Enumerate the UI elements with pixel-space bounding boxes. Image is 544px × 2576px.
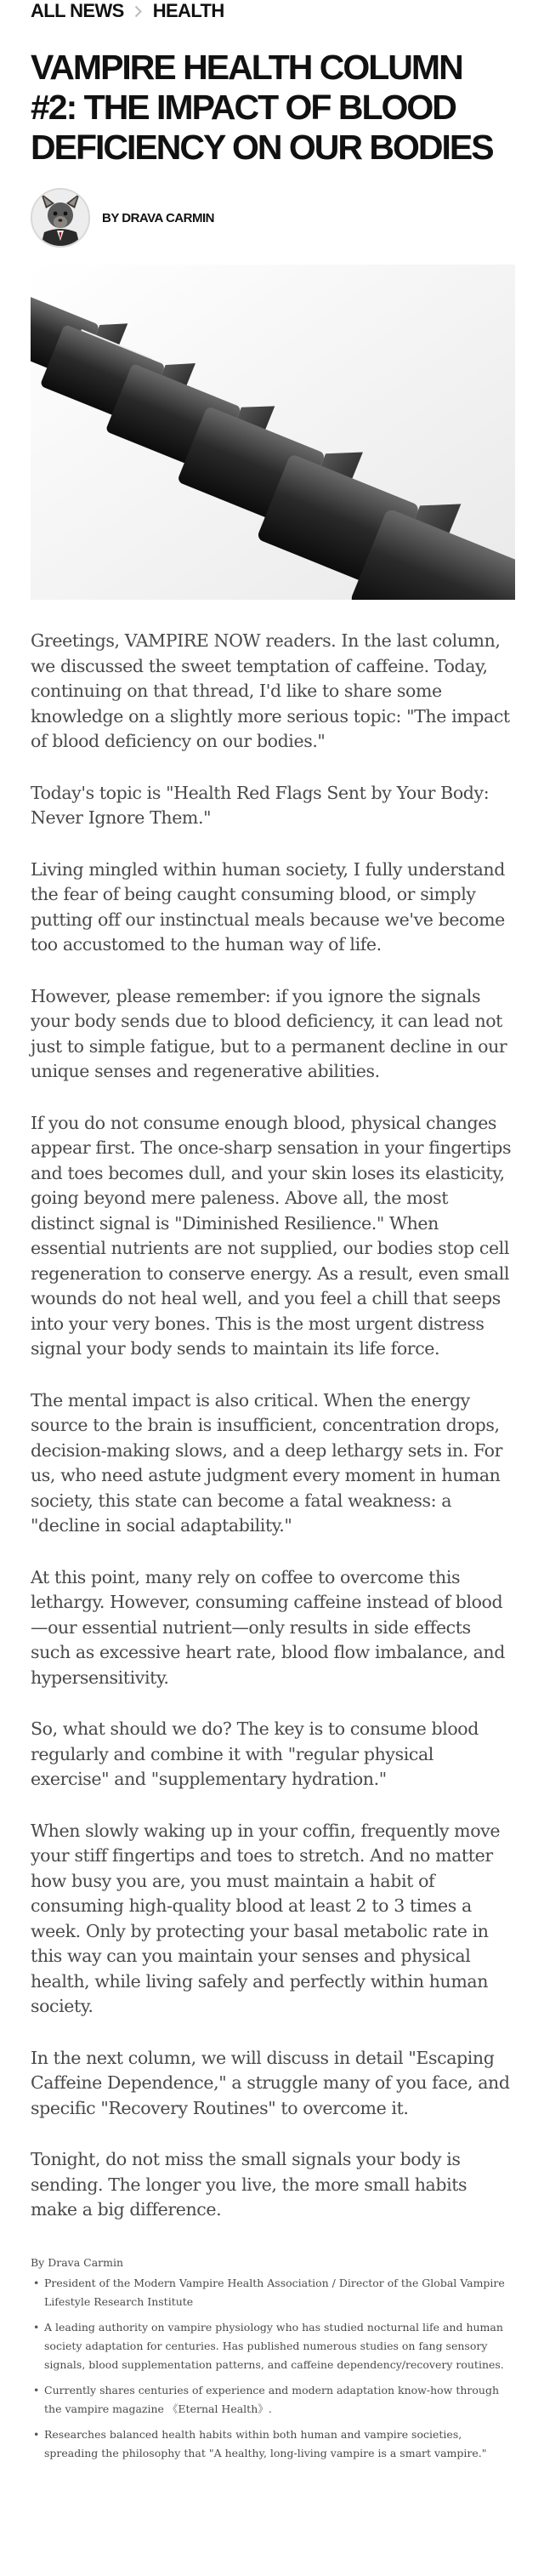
- article-paragraph: Today's topic is "Health Red Flags Sent by Your Body: Never Ignore Them.": [31, 782, 490, 828]
- bio-list: [31, 2274, 515, 2463]
- article-paragraph: In the next column, we will discuss in detail "Escaping Caffeine Dependence," a struggle many of you face, and specific "Recovery Routines" to overcome it.: [31, 2047, 510, 2118]
- article-body: [31, 629, 515, 2223]
- article-paragraph: Greetings, VAMPIRE NOW readers. In the last column, we discussed the sweet temptation of caffeine. Today, continuing on that thread, I'd like to share some knowledge on a slightly more serious topic: "The impact of blood deficiency on our bodies.": [31, 630, 510, 751]
- chevron-right-icon: [134, 4, 143, 18]
- bio-list-item: • A leading authority on vampire physiology who has studied nocturnal life and human society adaptation for centuries. Has published numerous studies on fang sensory signals, blood supplementation patterns, and caffeine dependency/recovery routines.: [31, 2318, 515, 2374]
- article-paragraph: If you do not consume enough blood, physical changes appear first. The once-sharp sensation in your fingertips and toes becomes dull, and your skin loses its elasticity, going beyond mere paleness. Above all, the most distinct signal is "Diminished Resilience." When essential nutrients are not supplied, our bodies stop cell regeneration to conserve energy. As a result, even small wounds do not heal well, and you feel a chill that seeps into your very bones. This is the most urgent distress signal your body sends to maintain its life force.: [31, 1112, 512, 1359]
- breadcrumb: [31, 0, 515, 22]
- article-paragraph: At this point, many rely on coffee to overcome this lethargy. However, consuming caffeine instead of blood—our essential nutrient—only results in side effects such as excessive heart rate, blood flow imbalance, and hypersensitivity.: [31, 1566, 505, 1688]
- article-paragraph: The mental impact is also critical. When the energy source to the brain is insufficient, concentration drops, decision-making slows, and a deep lethargy sets in. For us, who need astute judgment every moment in human society, this state can become a fatal weakness: a "decline in social adaptability.": [31, 1389, 503, 1536]
- article-title: VAMPIRE HEALTH COLUMN #2: THE IMPACT OF BLOOD DEFICIENCY ON OUR BODIES: [31, 48, 493, 167]
- breadcrumb-health-link[interactable]: HEALTH: [152, 0, 224, 21]
- bio-list-item: • Currently shares centuries of experience and modern adaptation know-how through the vampire magazine 《Eternal Health》.: [31, 2381, 515, 2419]
- article-paragraph: So, what should we do? The key is to consume blood regularly and combine it with "regular physical exercise" and "supplementary hydration.": [31, 1718, 479, 1789]
- breadcrumb-all-news-link[interactable]: ALL NEWS: [31, 0, 124, 21]
- author-bio: [31, 2254, 515, 2463]
- author-name[interactable]: BY DRAVA CARMIN: [102, 210, 214, 225]
- article-paragraph: When slowly waking up in your coffin, frequently move your stiff fingertips and toes to stretch. And no matter how busy you are, you must maintain a habit of consuming high-quality blood at least 2 to 3 times a week. Only by protecting your basal metabolic rate in this way can you maintain your senses and physical health, while living safely and perfectly within human society.: [31, 1820, 501, 2016]
- bio-list-item: • Researches balanced health habits within both human and vampire societies, spreading the philosophy that "A healthy, long-living vampire is a smart vampire.": [31, 2425, 515, 2463]
- bio-list-item: • President of the Modern Vampire Health Association / Director of the Global Vampire Lifestyle Research Institute: [31, 2274, 515, 2311]
- hero-image: [31, 265, 515, 600]
- author-avatar[interactable]: [31, 188, 90, 248]
- article-paragraph: However, please remember: if you ignore the signals your body sends due to blood deficiency, it can lead not just to simple fatigue, but to a permanent decline in our unique senses and regenerative abilities.: [31, 985, 507, 1081]
- article-paragraph: Living mingled within human society, I fully understand the fear of being caught consuming blood, or simply putting off our instinctual meals because we've become too accustomed to the human way of life.: [31, 858, 505, 955]
- bio-author-name: By Drava Carmin: [31, 2255, 124, 2269]
- byline: [31, 186, 515, 249]
- article-paragraph: Tonight, do not miss the small signals your body is sending. The longer you live, the more small habits make a big difference.: [31, 2149, 468, 2220]
